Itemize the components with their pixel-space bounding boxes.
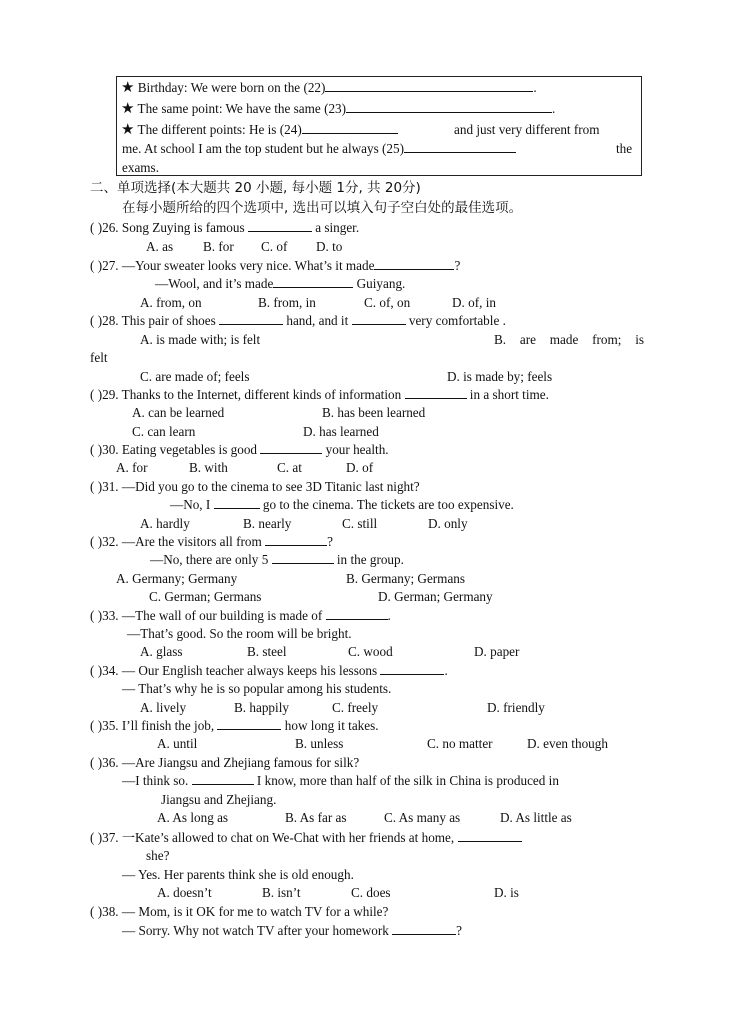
blank[interactable] — [352, 312, 406, 325]
star-icon: ★ — [121, 101, 135, 117]
option-a: A. as — [146, 239, 174, 254]
option-c: C. of, on — [364, 295, 411, 310]
blank[interactable] — [192, 772, 254, 785]
option-b: B. with — [189, 460, 228, 475]
answer-paren[interactable]: ( ) — [90, 220, 103, 235]
option-c: C. wood — [348, 644, 393, 659]
option-c: C. still — [342, 516, 378, 531]
option-d: D. to — [316, 239, 343, 254]
star-icon: ★ — [121, 122, 135, 138]
option-d: D. As little as — [500, 810, 572, 825]
question-37: ( )37. 一Kate’s allowed to chat on We-Chat with her friends at home, — [90, 829, 522, 847]
option-c: C. of — [261, 239, 288, 254]
answer-paren[interactable]: ( ) — [90, 755, 103, 770]
question-37-line-2: — Yes. Her parents think she is old enough. — [122, 867, 354, 882]
blank-23[interactable] — [346, 100, 552, 113]
option-a: A. hardly — [140, 516, 190, 531]
option-c: C. As many as — [384, 810, 461, 825]
blank[interactable] — [265, 533, 327, 546]
question-38-line-2: — Sorry. Why not watch TV after your homework ? — [122, 923, 463, 938]
option-b: B. isn’t — [262, 885, 301, 900]
answer-paren[interactable]: ( ) — [90, 313, 103, 328]
box-line-3-end: and just very different from — [454, 122, 600, 137]
option-d: D. of — [346, 460, 374, 475]
option-a: A. glass — [140, 644, 183, 659]
option-d: D. friendly — [487, 700, 545, 715]
option-b: B. for — [203, 239, 234, 254]
option-d: D. German; Germany — [378, 589, 493, 604]
box-line-4: me. At school I am the top student but he always (25) — [122, 140, 516, 158]
option-d: D. paper — [474, 644, 520, 659]
blank[interactable] — [260, 441, 322, 454]
option-c: C. can learn — [132, 424, 196, 439]
box-line-1: ★ Birthday: We were born on the (22) . — [121, 80, 537, 96]
question-27-line-2: —Wool, and it’s made Guiyang. — [155, 276, 406, 291]
blank-22[interactable] — [325, 79, 533, 92]
answer-paren[interactable]: ( ) — [90, 904, 103, 919]
option-b: B. happily — [234, 700, 289, 715]
question-31-line-2: —No, I go to the cinema. The tickets are too expensive. — [170, 497, 514, 512]
answer-paren[interactable]: ( ) — [90, 258, 103, 273]
question-28: ( )28. This pair of shoes hand, and it very comfortable . — [90, 313, 506, 328]
option-a: A. from, on — [140, 295, 202, 310]
answer-paren[interactable]: ( ) — [90, 608, 103, 623]
blank[interactable] — [248, 219, 312, 232]
option-c: C. no matter — [427, 736, 493, 751]
option-b: B. has been learned — [322, 405, 426, 420]
blank[interactable] — [380, 662, 444, 675]
star-icon: ★ — [121, 80, 135, 96]
answer-paren[interactable]: ( ) — [90, 534, 103, 549]
option-b: B. are made from; is — [494, 332, 644, 347]
question-33: ( )33. —The wall of our building is made of . — [90, 608, 391, 623]
question-37-stem-end: she? — [146, 848, 170, 863]
option-d: D. is — [494, 885, 519, 900]
option-d: D. even though — [527, 736, 608, 751]
option-b: B. unless — [295, 736, 344, 751]
box-line-2: ★ The same point: We have the same (23) . — [121, 101, 556, 117]
option-b: B. As far as — [285, 810, 347, 825]
question-31: ( )31. —Did you go to the cinema to see 3D Titanic last night? — [90, 479, 420, 494]
answer-paren[interactable]: ( ) — [90, 718, 103, 733]
answer-paren[interactable]: ( ) — [90, 830, 103, 845]
blank-24[interactable] — [302, 121, 398, 134]
blank[interactable] — [405, 386, 467, 399]
question-26: ( )26. Song Zuying is famous a singer. — [90, 220, 360, 235]
option-c: C. does — [351, 885, 391, 900]
question-36-line-3: Jiangsu and Zhejiang. — [161, 792, 277, 807]
box-line-3: ★ The different points: He is (24) — [121, 121, 398, 139]
option-a: A. can be learned — [132, 405, 225, 420]
question-36: ( )36. —Are Jiangsu and Zhejiang famous for silk? — [90, 755, 360, 770]
section-title: 二、单项选择(本大题共 20 小题, 每小题 1分, 共 20分) — [90, 180, 421, 196]
blank[interactable] — [214, 496, 260, 509]
option-c: C. are made of; feels — [140, 369, 250, 384]
option-a: A. for — [116, 460, 148, 475]
option-a: A. lively — [140, 700, 187, 715]
answer-paren[interactable]: ( ) — [90, 479, 103, 494]
question-38: ( )38. — Mom, is it OK for me to watch TV for a while? — [90, 904, 389, 919]
blank[interactable] — [273, 275, 353, 288]
question-29: ( )29. Thanks to the Internet, different kinds of information in a short time. — [90, 387, 549, 402]
option-b: B. from, in — [258, 295, 316, 310]
answer-paren[interactable]: ( ) — [90, 442, 103, 457]
option-a: A. doesn’t — [157, 885, 212, 900]
question-33-line-2: —That’s good. So the room will be bright. — [127, 626, 352, 641]
option-a: A. Germany; Germany — [116, 571, 238, 586]
question-27: ( )27. —Your sweater looks very nice. What’s it made ? — [90, 258, 461, 273]
option-c: C. German; Germans — [149, 589, 262, 604]
question-34-line-2: — That’s why he is so popular among his students. — [122, 681, 392, 696]
option-b: B. Germany; Germans — [346, 571, 466, 586]
option-a: A. is made with; is felt — [140, 332, 261, 347]
blank[interactable] — [272, 551, 334, 564]
question-32-line-2: —No, there are only 5 in the group. — [150, 552, 404, 567]
blank[interactable] — [326, 607, 388, 620]
question-34: ( )34. — Our English teacher always keeps his lessons . — [90, 663, 448, 678]
answer-paren[interactable]: ( ) — [90, 387, 103, 402]
option-c: C. at — [277, 460, 302, 475]
option-b-continued: felt — [90, 350, 108, 365]
blank[interactable] — [392, 922, 456, 935]
blank[interactable] — [217, 717, 281, 730]
option-a: A. until — [157, 736, 198, 751]
question-30: ( )30. Eating vegetables is good your health. — [90, 442, 389, 457]
box-line-4-end: the — [616, 141, 633, 156]
blank-25[interactable] — [404, 140, 516, 153]
option-d: D. only — [428, 516, 468, 531]
answer-paren[interactable]: ( ) — [90, 663, 103, 678]
section-instruction: 在每小题所给的四个选项中, 选出可以填入句子空白处的最佳选项。 — [122, 200, 523, 216]
option-d: D. is made by; feels — [447, 369, 553, 384]
option-d: D. has learned — [303, 424, 379, 439]
question-36-line-2: —I think so. I know, more than half of the silk in China is produced in — [122, 773, 559, 788]
question-35: ( )35. I’ll finish the job, how long it takes. — [90, 718, 379, 733]
box-line-5: exams. — [122, 160, 159, 175]
question-32: ( )32. —Are the visitors all from ? — [90, 534, 333, 549]
option-a: A. As long as — [157, 810, 229, 825]
blank[interactable] — [458, 829, 522, 842]
option-d: D. of, in — [452, 295, 496, 310]
option-c: C. freely — [332, 700, 379, 715]
blank[interactable] — [219, 312, 283, 325]
option-b: B. nearly — [243, 516, 292, 531]
blank[interactable] — [374, 257, 454, 270]
option-b: B. steel — [247, 644, 287, 659]
